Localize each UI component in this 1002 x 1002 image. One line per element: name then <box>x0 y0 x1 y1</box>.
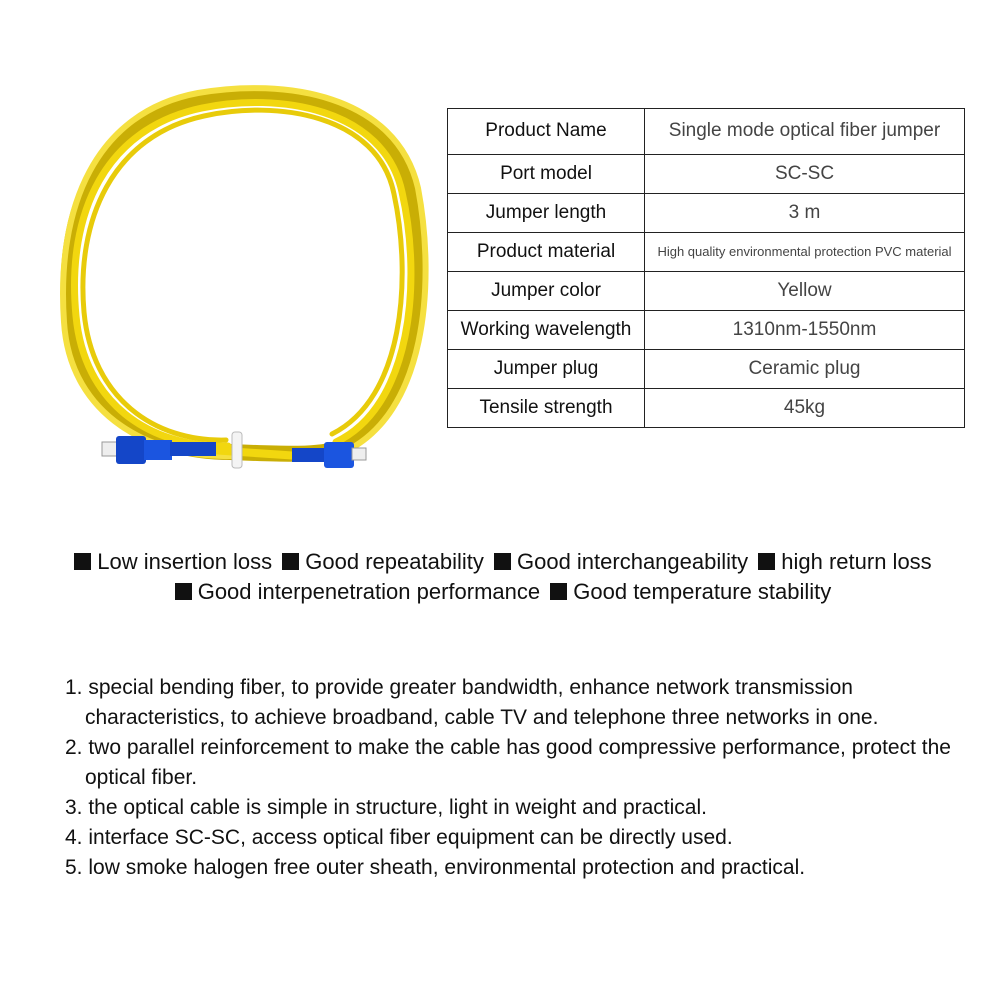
spec-value: SC-SC <box>645 155 965 194</box>
spec-label: Jumper plug <box>448 350 645 389</box>
spec-value: High quality environmental protection PVC material <box>645 233 965 272</box>
feature-text: Good interpenetration performance <box>197 579 541 604</box>
square-bullet-icon <box>175 583 192 600</box>
square-bullet-icon <box>494 553 511 570</box>
table-row <box>448 311 965 350</box>
cable-tie <box>232 432 242 468</box>
spec-value: Single mode optical fiber jumper <box>645 109 965 155</box>
spec-label: Port model <box>448 155 645 194</box>
spec-value: Yellow <box>645 272 965 311</box>
spec-label: Tensile strength <box>448 389 645 428</box>
spec-label: Product Name <box>448 109 645 155</box>
notes-list <box>65 673 985 883</box>
feature-item <box>70 549 272 574</box>
spec-label: Jumper color <box>448 272 645 311</box>
list-item: 1. special bending fiber, to provide greater bandwidth, enhance network transmission characteristics, to achieve broadband, cable TV and telephone three networks in one. <box>65 676 879 729</box>
cable-coil <box>63 88 426 456</box>
feature-item <box>754 549 931 574</box>
spec-value: 45kg <box>645 389 965 428</box>
feature-item <box>171 579 540 604</box>
feature-text: Good temperature stability <box>573 579 832 604</box>
feature-text: Low insertion loss <box>97 549 273 574</box>
table-row <box>448 155 965 194</box>
table-row <box>448 233 965 272</box>
list-item: 5. low smoke halogen free outer sheath, environmental protection and practical. <box>65 856 806 879</box>
table-row <box>448 109 965 155</box>
feature-text: Good repeatability <box>305 549 484 574</box>
table-row <box>448 272 965 311</box>
list-item: 4. interface SC-SC, access optical fiber equipment can be directly used. <box>65 826 733 849</box>
spec-value: Ceramic plug <box>645 350 965 389</box>
list-item: 2. two parallel reinforcement to make the cable has good compressive performance, protect the optical fiber. <box>65 736 951 789</box>
square-bullet-icon <box>758 553 775 570</box>
feature-item <box>546 579 831 604</box>
spec-label: Working wavelength <box>448 311 645 350</box>
table-row <box>448 389 965 428</box>
list-item: 3. the optical cable is simple in structure, light in weight and practical. <box>65 796 707 819</box>
square-bullet-icon <box>550 583 567 600</box>
feature-item <box>278 549 484 574</box>
fiber-jumper-image <box>40 80 440 480</box>
feature-item <box>490 549 748 574</box>
square-bullet-icon <box>74 553 91 570</box>
spec-value: 3 m <box>645 194 965 233</box>
spec-label: Product material <box>448 233 645 272</box>
table-row <box>448 350 965 389</box>
spec-value: 1310nm-1550nm <box>645 311 965 350</box>
spec-table <box>447 108 965 428</box>
feature-text: Good interchangeability <box>516 549 749 574</box>
feature-list <box>20 547 982 607</box>
feature-text: high return loss <box>781 549 932 574</box>
square-bullet-icon <box>282 553 299 570</box>
spec-label: Jumper length <box>448 194 645 233</box>
table-row <box>448 194 965 233</box>
